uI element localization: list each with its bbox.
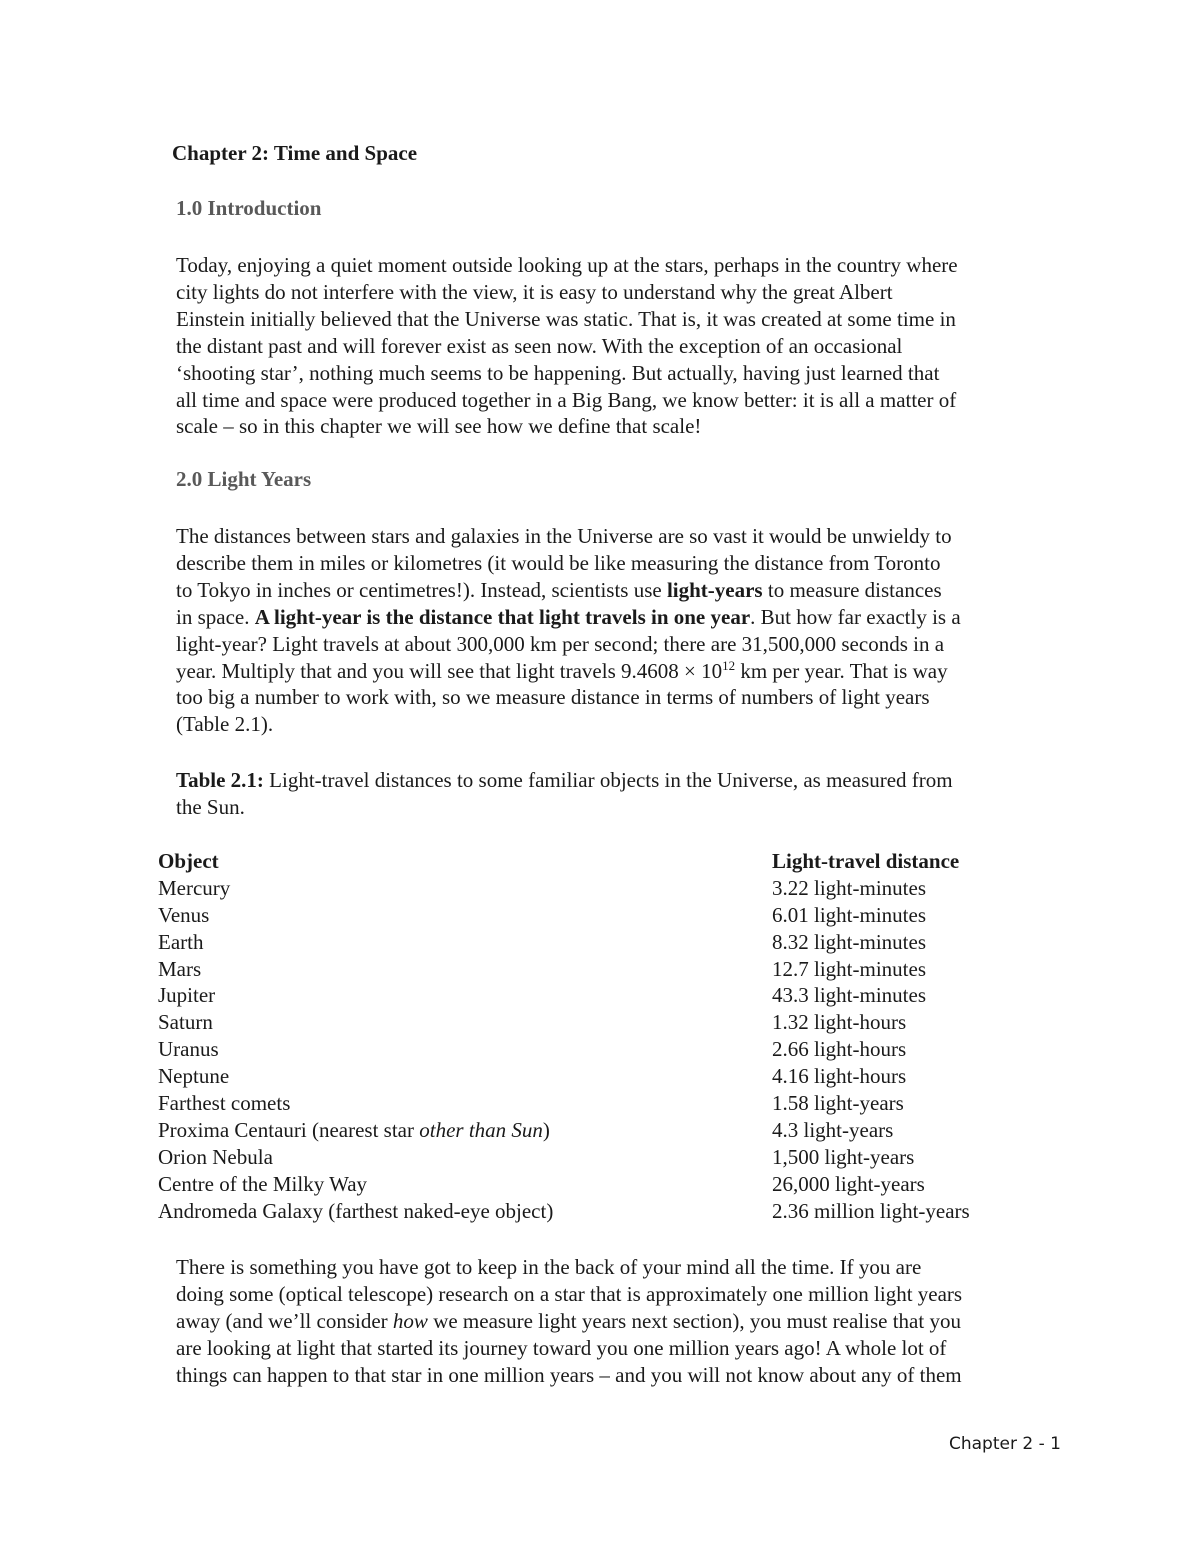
distance-cell: 1.58 light-years: [772, 1091, 904, 1116]
chapter-title: Chapter 2: Time and Space: [172, 141, 418, 165]
text-run: to Tokyo in inches or centimetres!). Instead, scientists use: [176, 577, 667, 602]
caption-label: Table 2.1:: [176, 768, 264, 792]
paragraph-line: The distances between stars and galaxies in the Universe are so vast it would be unwieldy to: [176, 524, 952, 548]
distance-cell: 1.32 light-hours: [772, 1010, 907, 1035]
table-row: [158, 1144, 1058, 1171]
distance-cell: 3.22 light-minutes: [772, 875, 926, 900]
table-row: [158, 1198, 1058, 1225]
object-cell: Saturn: [158, 1010, 213, 1035]
table-row: [158, 1117, 1058, 1144]
distance-table: [158, 848, 1058, 1224]
intro-line: all time and space were produced together in a Big Bang, we know better: it is all a matter of: [176, 387, 957, 412]
distance-cell: 26,000 light-years: [772, 1171, 925, 1196]
paragraph-line: describe them in miles or kilometres (it would be like measuring the distance from Toronto: [176, 550, 941, 575]
object-cell: Mars: [158, 956, 202, 981]
table-row: [158, 875, 1058, 902]
paragraph-line: [176, 577, 1076, 604]
caption-line: [176, 767, 1076, 794]
text-run: Proxima Centauri (nearest star: [158, 1117, 420, 1142]
text-run: . But how far exactly is a: [750, 604, 961, 629]
table-row: [158, 902, 1058, 929]
distance-cell: 2.66 light-hours: [772, 1037, 907, 1062]
paragraph-line: There is something you have got to keep in the back of your mind all the time. If you are: [176, 1255, 922, 1279]
intro-line: Today, enjoying a quiet moment outside looking up at the stars, perhaps in the country where: [176, 253, 958, 277]
section-heading-introduction: 1.0 Introduction: [176, 196, 322, 220]
paragraph-line: (Table 2.1).: [176, 712, 274, 737]
table-row: [158, 1090, 1058, 1117]
intro-line: Einstein initially believed that the Universe was static. That is, it was created at some time in: [176, 306, 956, 331]
paragraph-line: [176, 658, 1076, 685]
table-row: [158, 1171, 1058, 1198]
object-cell: Centre of the Milky Way: [158, 1171, 368, 1196]
object-cell: Earth: [158, 929, 204, 954]
exponent: 12: [722, 657, 736, 673]
distance-cell: 4.3 light-years: [772, 1117, 894, 1142]
object-cell: Venus: [158, 902, 210, 927]
object-cell: Farthest comets: [158, 1091, 291, 1116]
closing-paragraph: [176, 1254, 1076, 1389]
paragraph-line: too big a number to work with, so we measure distance in terms of numbers of light years: [176, 685, 930, 710]
table-caption: [176, 767, 1076, 821]
light-years-paragraph: [176, 523, 1076, 738]
intro-line: ‘shooting star’, nothing much seems to be happening. But actually, having just learned that: [176, 360, 940, 385]
paragraph-line: are looking at light that started its journey toward you one million years ago! A whole lot of: [176, 1335, 947, 1360]
paragraph-line: doing some (optical telescope) research on a star that is approximately one million light years: [176, 1281, 963, 1306]
distance-cell: 2.36 million light-years: [772, 1198, 970, 1223]
object-cell: Andromeda Galaxy (farthest naked-eye object): [158, 1198, 554, 1223]
column-header-distance: Light-travel distance: [772, 849, 960, 873]
italic-text: how: [392, 1308, 428, 1333]
page-footer: Chapter 2 - 1: [949, 1434, 1061, 1454]
caption-text: Light-travel distances to some familiar objects in the Universe, as measured from: [263, 768, 953, 792]
paragraph-line: [176, 604, 1076, 631]
object-cell: Orion Nebula: [158, 1144, 273, 1169]
table-row: [158, 1063, 1058, 1090]
paragraph-line: [176, 1308, 1076, 1335]
distance-cell: 1,500 light-years: [772, 1144, 915, 1169]
bold-definition: A light-year is the distance that light travels in one year: [254, 604, 751, 629]
table-header-row: [158, 848, 1058, 875]
text-run: to measure distances: [762, 577, 942, 602]
table-row: [158, 1036, 1058, 1063]
italic-text: other than Sun: [419, 1117, 543, 1142]
table-row: [158, 982, 1058, 1009]
text-run: ): [542, 1117, 550, 1142]
intro-line: scale – so in this chapter we will see how we define that scale!: [176, 414, 702, 439]
object-cell: Mercury: [158, 875, 231, 900]
distance-cell: 12.7 light-minutes: [772, 956, 926, 981]
table-row: [158, 956, 1058, 983]
intro-line: city lights do not interfere with the view, it is easy to understand why the great Albert: [176, 279, 893, 304]
text-run: in space.: [176, 604, 255, 629]
object-cell: Uranus: [158, 1037, 219, 1062]
caption-line: the Sun.: [176, 794, 245, 819]
table-row: [158, 1009, 1058, 1036]
object-cell: [158, 1117, 550, 1144]
distance-cell: 43.3 light-minutes: [772, 983, 926, 1008]
column-header-object: Object: [158, 849, 219, 873]
intro-paragraph: [176, 252, 1076, 440]
paragraph-line: things can happen to that star in one million years – and you will not know about any of them: [176, 1362, 962, 1387]
text-run: we measure light years next section), you must realise that you: [427, 1308, 961, 1333]
object-cell: Neptune: [158, 1064, 230, 1089]
distance-cell: 6.01 light-minutes: [772, 902, 926, 927]
distance-cell: 4.16 light-hours: [772, 1064, 907, 1089]
text-run: away (and we’ll consider: [176, 1308, 393, 1333]
text-run: year. Multiply that and you will see that light travels 9.4608 × 10: [176, 658, 723, 683]
table-row: [158, 929, 1058, 956]
bold-term-light-years: light-years: [666, 577, 763, 602]
text-run: km per year. That is way: [735, 658, 948, 683]
section-heading-light-years: 2.0 Light Years: [176, 467, 312, 491]
object-cell: Jupiter: [158, 983, 216, 1008]
intro-line: the distant past and will forever exist as seen now. With the exception of an occasional: [176, 333, 903, 358]
distance-cell: 8.32 light-minutes: [772, 929, 926, 954]
paragraph-line: light-year? Light travels at about 300,000 km per second; there are 31,500,000 seconds in a: [176, 631, 945, 656]
